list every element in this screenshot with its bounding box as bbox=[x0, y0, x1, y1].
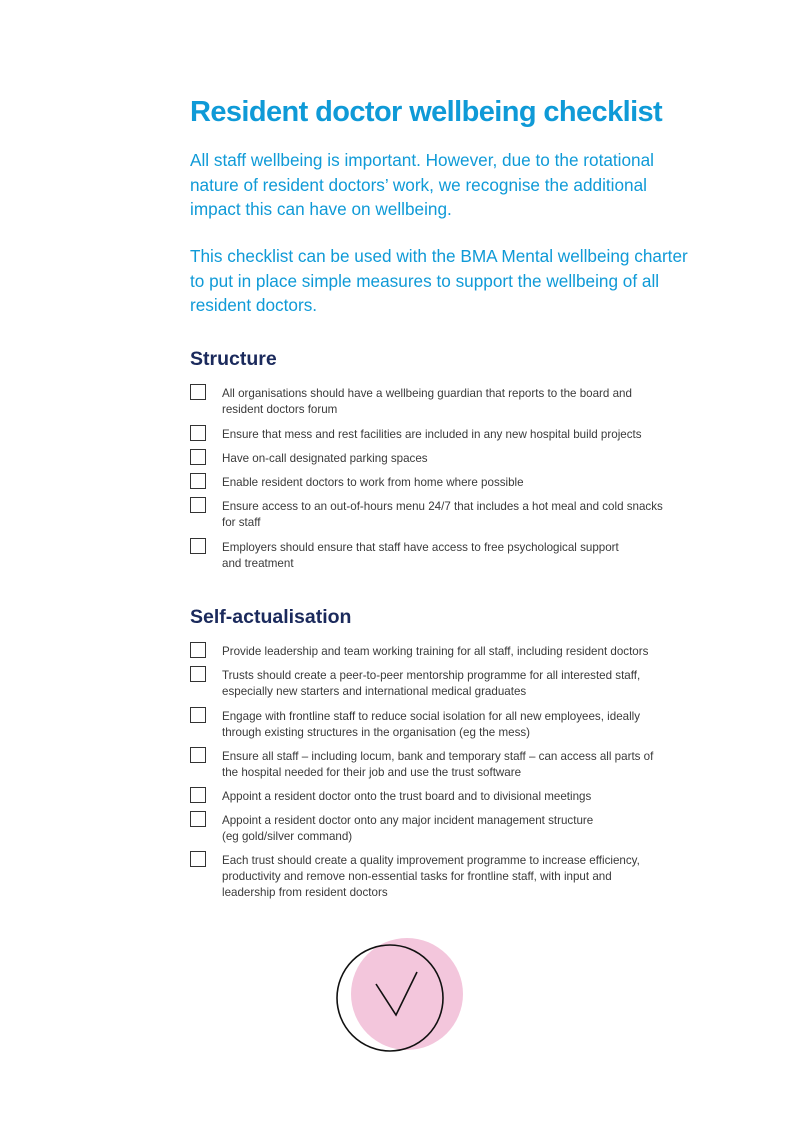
checklist-item-text: Appoint a resident doctor onto the trust board and to divisional meetings bbox=[222, 790, 592, 803]
checkbox-icon[interactable] bbox=[190, 538, 206, 554]
checkbox-icon[interactable] bbox=[190, 851, 206, 867]
checklist-item-text: Engage with frontline staff to reduce social isolation for all new employees, ideally through existing structures in the organisation (eg the mess) bbox=[222, 710, 641, 740]
checklist-item-text: All organisations should have a wellbeing guardian that reports to the board and resident doctors forum bbox=[222, 387, 632, 417]
checkbox-icon[interactable] bbox=[190, 497, 206, 513]
checklist-item-text: Provide leadership and team working training for all staff, including resident doctors bbox=[222, 645, 649, 658]
checkbox-icon[interactable] bbox=[190, 787, 206, 803]
section-heading-structure: Structure bbox=[190, 348, 277, 370]
intro-paragraph: All staff wellbeing is important. However, due to the rotational nature of resident doctors’ work, we recognise the additional impact this can have on wellbeing. bbox=[190, 150, 654, 219]
checkbox-icon[interactable] bbox=[190, 449, 206, 465]
checkbox-icon[interactable] bbox=[190, 811, 206, 827]
checklist-item-text: Enable resident doctors to work from home where possible bbox=[222, 476, 524, 489]
checkbox-icon[interactable] bbox=[190, 384, 206, 400]
section-heading-self-actualisation: Self-actualisation bbox=[190, 606, 352, 628]
checklist-item-text: Ensure all staff – including locum, bank and temporary staff – can access all parts of the hospital needed for their job and use the trust software bbox=[222, 750, 654, 780]
checkbox-icon[interactable] bbox=[190, 642, 206, 658]
checklist-item-text: Have on-call designated parking spaces bbox=[222, 452, 428, 465]
intro-paragraph: This checklist can be used with the BMA Mental wellbeing charter to put in place simple measures to support the wellbeing of all resident doctors. bbox=[190, 246, 688, 315]
page-title: Resident doctor wellbeing checklist bbox=[190, 96, 663, 128]
checkbox-icon[interactable] bbox=[190, 666, 206, 682]
checklist-item-text: Ensure access to an out-of-hours menu 24/7 that includes a hot meal and cold snacks for staff bbox=[222, 500, 663, 530]
checkmark-circle-icon bbox=[334, 936, 468, 1056]
checklist-item-text: Appoint a resident doctor onto any major incident management structure (eg gold/silver command) bbox=[222, 814, 594, 844]
checklist-item-text: Employers should ensure that staff have access to free psychological support and treatment bbox=[222, 541, 619, 571]
checklist-item-text: Trusts should create a peer-to-peer mentorship programme for all interested staff, especially new starters and international medical graduates bbox=[222, 669, 641, 699]
checkbox-icon[interactable] bbox=[190, 473, 206, 489]
checklist-item-text: Ensure that mess and rest facilities are included in any new hospital build projects bbox=[222, 428, 642, 441]
checkbox-icon[interactable] bbox=[190, 747, 206, 763]
checkbox-icon[interactable] bbox=[190, 425, 206, 441]
checklist-item-text: Each trust should create a quality improvement programme to increase efficiency, productivity and remove non-essential tasks for frontline staff, with input and leadership from resident doctors bbox=[222, 854, 640, 900]
checkbox-icon[interactable] bbox=[190, 707, 206, 723]
